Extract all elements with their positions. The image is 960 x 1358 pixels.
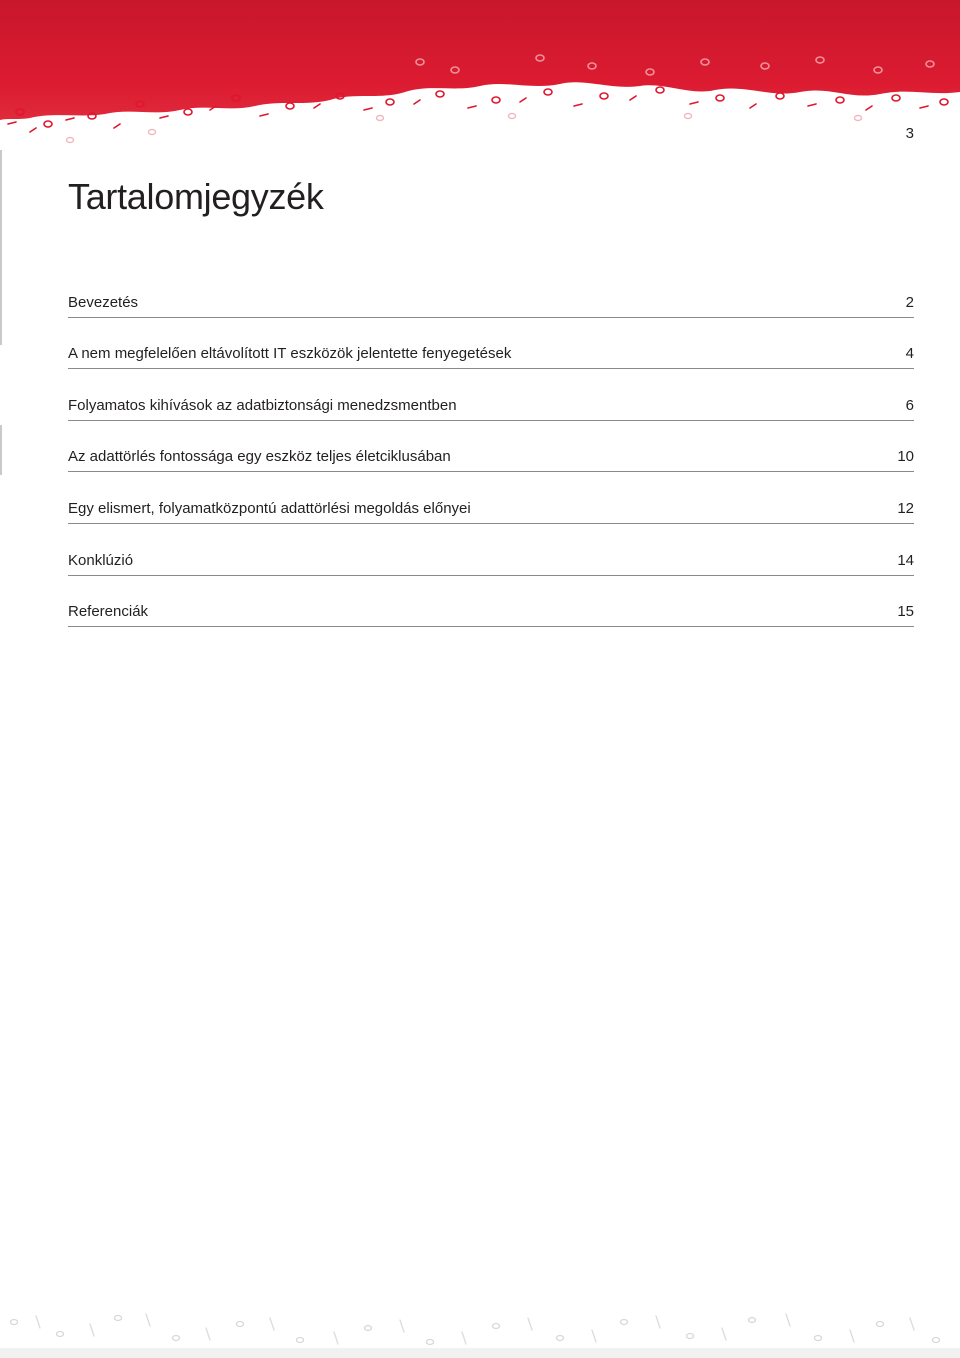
toc-entry[interactable] — [68, 266, 914, 318]
table-of-contents — [68, 266, 914, 627]
toc-entry-page: 12 — [897, 499, 914, 517]
page-edge-mark — [0, 150, 2, 345]
toc-entry-label: Egy elismert, folyamatközpontú adattörlési megoldás előnyei — [68, 499, 471, 517]
toc-entry[interactable] — [68, 576, 914, 628]
toc-entry-page: 10 — [897, 448, 914, 466]
toc-entry-page: 2 — [905, 293, 914, 311]
page-edge-mark — [0, 425, 2, 475]
footer-binary-pattern — [0, 1288, 960, 1358]
toc-entry-page: 14 — [897, 551, 914, 569]
toc-entry[interactable] — [68, 472, 914, 524]
toc-entry[interactable] — [68, 421, 914, 473]
page-number: 3 — [905, 125, 914, 142]
header-binary-banner — [0, 0, 960, 150]
toc-entry[interactable] — [68, 369, 914, 421]
toc-entry[interactable] — [68, 318, 914, 370]
toc-entry-label: A nem megfelelően eltávolított IT eszközök jelentette fenyegetések — [68, 345, 512, 363]
toc-entry-page: 6 — [905, 396, 914, 414]
toc-entry-page: 4 — [905, 345, 914, 363]
toc-entry-page: 15 — [897, 603, 914, 621]
toc-entry-label: Konklúzió — [68, 551, 134, 569]
toc-entry-label: Bevezetés — [68, 293, 139, 311]
page-title: Tartalomjegyzék — [68, 176, 324, 217]
toc-entry-label: Folyamatos kihívások az adatbiztonsági menedzsmentben — [68, 396, 457, 414]
toc-entry-label: Referenciák — [68, 603, 149, 621]
toc-entry[interactable] — [68, 524, 914, 576]
toc-entry-label: Az adattörlés fontossága egy eszköz teljes életciklusában — [68, 448, 451, 466]
